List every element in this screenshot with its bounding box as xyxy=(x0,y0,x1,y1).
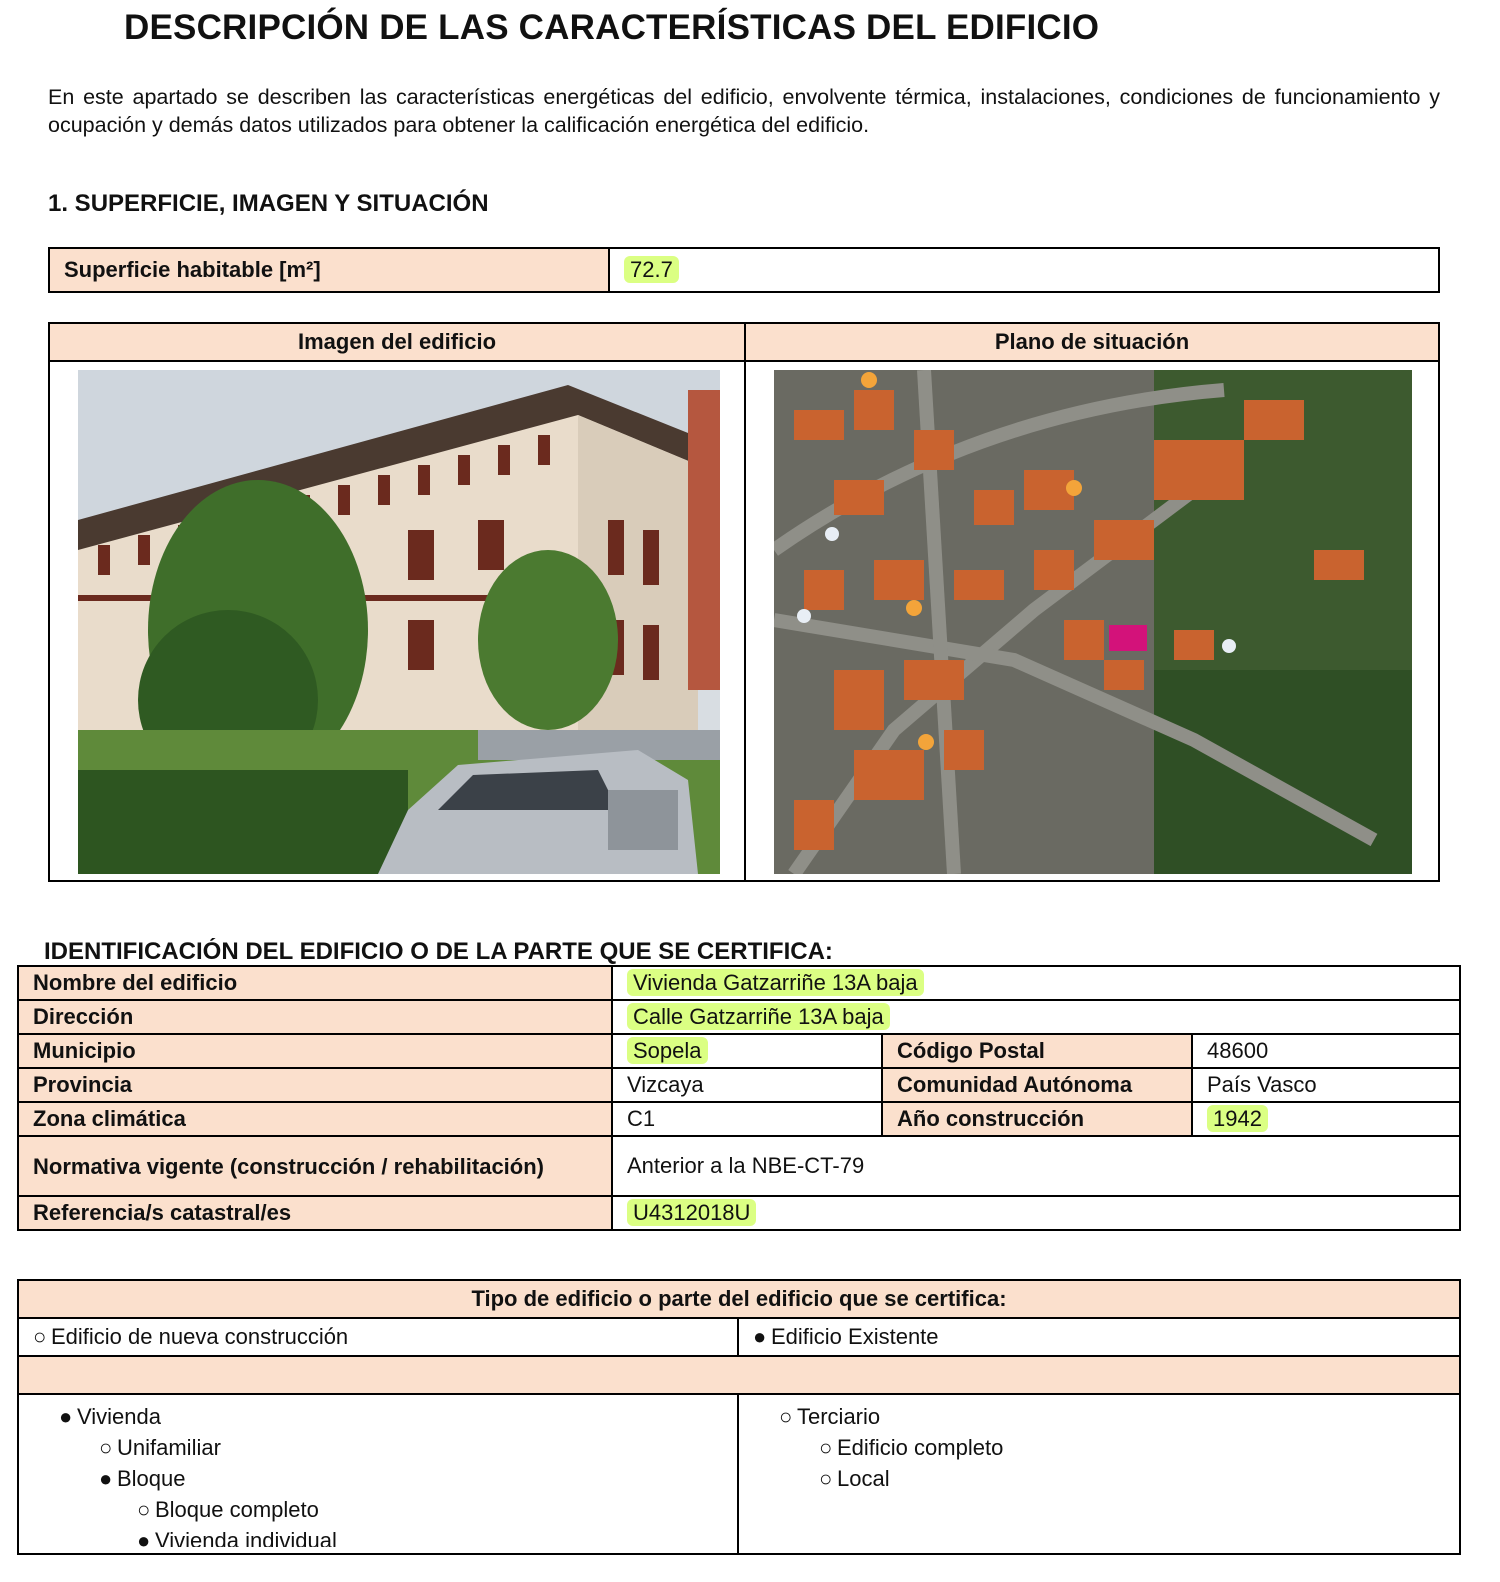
cp-value: 48600 xyxy=(1192,1034,1460,1068)
ref-label: Referencia/s catastral/es xyxy=(18,1196,612,1230)
vivienda-individual-option xyxy=(33,1525,737,1547)
ref-value: U4312018U xyxy=(627,1199,756,1226)
tipo-table xyxy=(17,1279,1461,1555)
radio-empty-icon: ○ xyxy=(99,1435,113,1460)
radio-empty-icon: ○ xyxy=(779,1404,793,1429)
cp-label: Código Postal xyxy=(882,1034,1192,1068)
tipo-heading: Tipo de edificio o parte del edificio que se certifica: xyxy=(18,1280,1460,1318)
vivienda-label: Vivienda xyxy=(77,1404,161,1429)
radio-empty-icon: ○ xyxy=(819,1435,833,1460)
vivienda-option xyxy=(33,1401,737,1432)
intro-paragraph: En este apartado se describen las características energéticas del edificio, envolvente térmica, instalaciones, condiciones de funcionamiento y ocupación y demás datos utilizados para obtener la calificación energética del edificio. xyxy=(48,85,1440,137)
building-photo-cell xyxy=(49,361,745,881)
provincia-label: Provincia xyxy=(18,1068,612,1102)
page-title: DESCRIPCIÓN DE LAS CARACTERÍSTICAS DEL EDIFICIO xyxy=(124,8,1100,47)
ano-value: 1942 xyxy=(1207,1105,1268,1132)
nueva-option xyxy=(18,1318,738,1356)
identification-table xyxy=(17,965,1461,1231)
ref-value-cell xyxy=(612,1196,1460,1230)
ca-label: Comunidad Autónoma xyxy=(882,1068,1192,1102)
terciario-label: Terciario xyxy=(797,1404,881,1429)
bloque-completo-option xyxy=(33,1494,737,1525)
radio-filled-icon: ● xyxy=(137,1528,151,1547)
superficie-value-cell xyxy=(609,248,1439,292)
superficie-value: 72.7 xyxy=(624,256,679,283)
bloque-label: Bloque xyxy=(117,1466,186,1491)
edificio-completo-option xyxy=(753,1432,1459,1463)
ca-value: País Vasco xyxy=(1192,1068,1460,1102)
situation-map xyxy=(774,370,1412,874)
radio-empty-icon: ○ xyxy=(819,1466,833,1491)
section-2-heading: IDENTIFICACIÓN DEL EDIFICIO O DE LA PARTE QUE SE CERTIFICA: xyxy=(44,938,833,964)
unifamiliar-option xyxy=(33,1432,737,1463)
zona-value: C1 xyxy=(612,1102,882,1136)
terciario-options xyxy=(738,1394,1460,1554)
vivienda-options xyxy=(18,1394,738,1554)
radio-filled-icon: ● xyxy=(59,1404,73,1429)
radio-empty-icon: ○ xyxy=(137,1497,151,1522)
local-label: Local xyxy=(837,1466,890,1491)
nombre-value-cell xyxy=(612,966,1460,1000)
nombre-value: Vivienda Gatzarriñe 13A baja xyxy=(627,969,924,996)
radio-empty-icon: ○ xyxy=(33,1324,47,1349)
normativa-label: Normativa vigente (construcción / rehabilitación) xyxy=(18,1136,612,1196)
ano-value-cell xyxy=(1192,1102,1460,1136)
zona-label: Zona climática xyxy=(18,1102,612,1136)
nombre-label: Nombre del edificio xyxy=(18,966,612,1000)
existente-option xyxy=(738,1318,1460,1356)
direccion-label: Dirección xyxy=(18,1000,612,1034)
municipio-value: Sopela xyxy=(627,1037,708,1064)
situation-map-cell xyxy=(745,361,1439,881)
plano-label: Plano de situación xyxy=(745,323,1439,361)
radio-filled-icon: ● xyxy=(99,1466,113,1491)
section-1-heading: 1. SUPERFICIE, IMAGEN Y SITUACIÓN xyxy=(48,190,489,217)
local-option xyxy=(753,1463,1459,1494)
vivienda-individual-label: Vivienda individual xyxy=(155,1528,337,1547)
building-photo xyxy=(78,370,720,874)
superficie-table xyxy=(48,247,1440,293)
municipio-value-cell xyxy=(612,1034,882,1068)
bloque-option xyxy=(33,1463,737,1494)
unifamiliar-label: Unifamiliar xyxy=(117,1435,221,1460)
terciario-option xyxy=(753,1401,1459,1432)
superficie-label: Superficie habitable [m²] xyxy=(49,248,609,292)
normativa-value: Anterior a la NBE-CT-79 xyxy=(612,1136,1460,1196)
existente-label: Edificio Existente xyxy=(771,1324,939,1349)
imagen-label: Imagen del edificio xyxy=(49,323,745,361)
bloque-completo-label: Bloque completo xyxy=(155,1497,319,1522)
municipio-label: Municipio xyxy=(18,1034,612,1068)
ano-label: Año construcción xyxy=(882,1102,1192,1136)
radio-filled-icon: ● xyxy=(753,1324,767,1349)
nueva-label: Edificio de nueva construcción xyxy=(51,1324,349,1349)
edificio-completo-label: Edificio completo xyxy=(837,1435,1004,1460)
provincia-value: Vizcaya xyxy=(612,1068,882,1102)
tipo-spacer-row xyxy=(18,1356,1460,1394)
direccion-value-cell xyxy=(612,1000,1460,1034)
image-table xyxy=(48,322,1440,882)
direccion-value: Calle Gatzarriñe 13A baja xyxy=(627,1003,890,1030)
